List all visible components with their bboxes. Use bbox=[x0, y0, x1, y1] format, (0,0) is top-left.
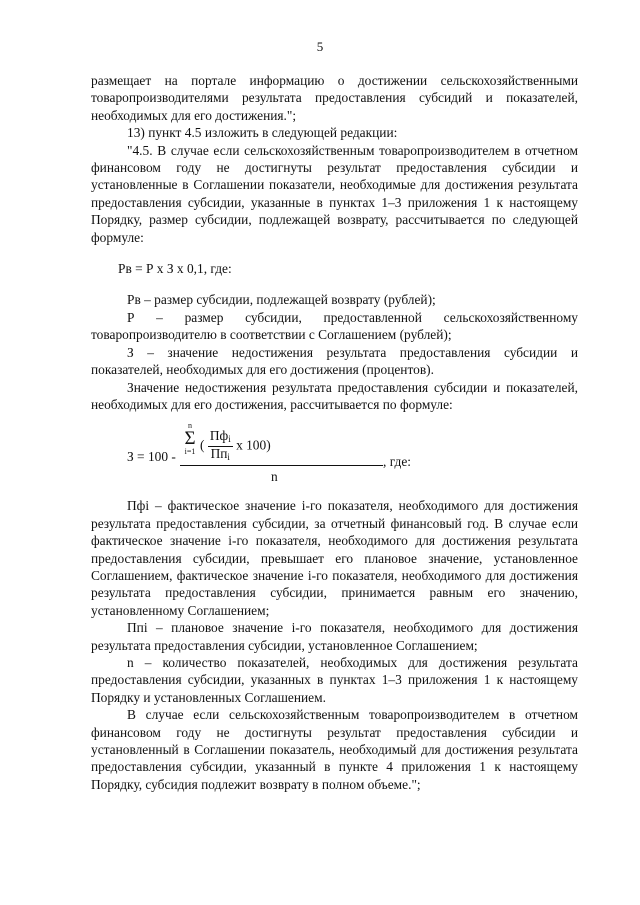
times-100: х 100) bbox=[236, 437, 271, 453]
formula-inner-term bbox=[200, 429, 271, 464]
paragraph-4-5: "4.5. В случае если сельскохозяйственным товаропроизводителем в отчетном финансовом году не достигнуты результат предоставления субсидии и установленные в Соглашении показатели, необходимые для достижения результата предоставления субсидии, указанные в пунктах 1–3 приложения 1 к настоящему Порядку, размер субсидии, подлежащей возврату, рассчитывается по следующей формуле: bbox=[91, 142, 578, 245]
paragraph-portal: размещает на портале информацию о достижении сельскохозяйственными товаропроизводителями результата предоставления субсидий и показателей, необходимых для его достижения."; bbox=[91, 73, 578, 123]
page-number: 5 bbox=[316, 39, 324, 54]
formula-tail: , где: bbox=[383, 454, 411, 470]
denominator-subscript: i bbox=[227, 452, 230, 463]
ratio-fraction bbox=[208, 429, 233, 464]
definition-z: З – значение недостижения результата предоставления субсидии и показателей, необходимых для его достижения (процентов). bbox=[91, 344, 578, 378]
sum-lower-limit: i=1 bbox=[184, 447, 196, 457]
open-paren: ( bbox=[200, 437, 205, 453]
formula-denominator-n: n bbox=[271, 469, 278, 485]
formula-refund: Рв = Р х З х 0,1, где: bbox=[118, 261, 232, 277]
definition-pp: Ппi – плановое значение i-го показателя, необходимого для достижения результата предоставления субсидии, установленное Соглашением; bbox=[91, 620, 578, 653]
formula-lhs: З = 100 - bbox=[127, 449, 176, 465]
ratio-denominator bbox=[208, 447, 233, 464]
denominator-text: Пп bbox=[210, 446, 228, 462]
definition-pf: Пфi – фактическое значение i-го показателя, необходимого для достижения результата предоставления субсидии, за отчетный финансовый год. В случае если фактическое значение i-го показателя, необходимого для достижения результата предоставления субсидии, превышает его плановое значение, установленное Соглашением, фактическое значение i-го показателя, необходимого для достижения результата предоставления субсидии, принимается равным его значению, установленному Соглашением; bbox=[91, 498, 578, 618]
numerator-text: Пф bbox=[209, 428, 229, 444]
sum-upper-limit: n bbox=[188, 421, 192, 431]
document-body bbox=[91, 72, 578, 793]
paragraph-full-refund: В случае если сельскохозяйственным товаропроизводителем в отчетном финансовом году не достигнуты результат предоставления субсидии и установленный в Соглашении показатель, необходимый для достижения результата предоставления субсидии, указанный в пункте 4 приложения 1 к настоящему Порядку, субсидия подлежит возврату в полном объеме."; bbox=[91, 707, 578, 792]
definition-n: n – количество показателей, необходимых для достижения результата предоставления субсидии, указанных в пунктах 1–3 приложения 1 к настоящему Порядку и установленных Соглашением. bbox=[91, 654, 578, 705]
sum-operator bbox=[180, 422, 200, 456]
paragraph-z-formula-intro: Значение недостижения результата предоставления субсидии и показателей, необходимых для его достижения, рассчитывается по формуле: bbox=[91, 379, 578, 412]
numerator-subscript: i bbox=[228, 434, 231, 445]
ratio-numerator bbox=[208, 429, 233, 447]
paragraph-item-13: 13) пункт 4.5 изложить в следующей редакции: bbox=[127, 125, 398, 141]
formula-shortfall bbox=[91, 423, 578, 487]
fraction-bar bbox=[180, 465, 383, 466]
sigma-symbol: Σ bbox=[184, 428, 196, 450]
definition-rv: Рв – размер субсидии, подлежащей возврату (рублей); bbox=[127, 292, 436, 308]
definition-p: Р – размер субсидии, предоставленной сельскохозяйственному товаропроизводителю в соответствии с Соглашением (рублей); bbox=[91, 309, 578, 343]
